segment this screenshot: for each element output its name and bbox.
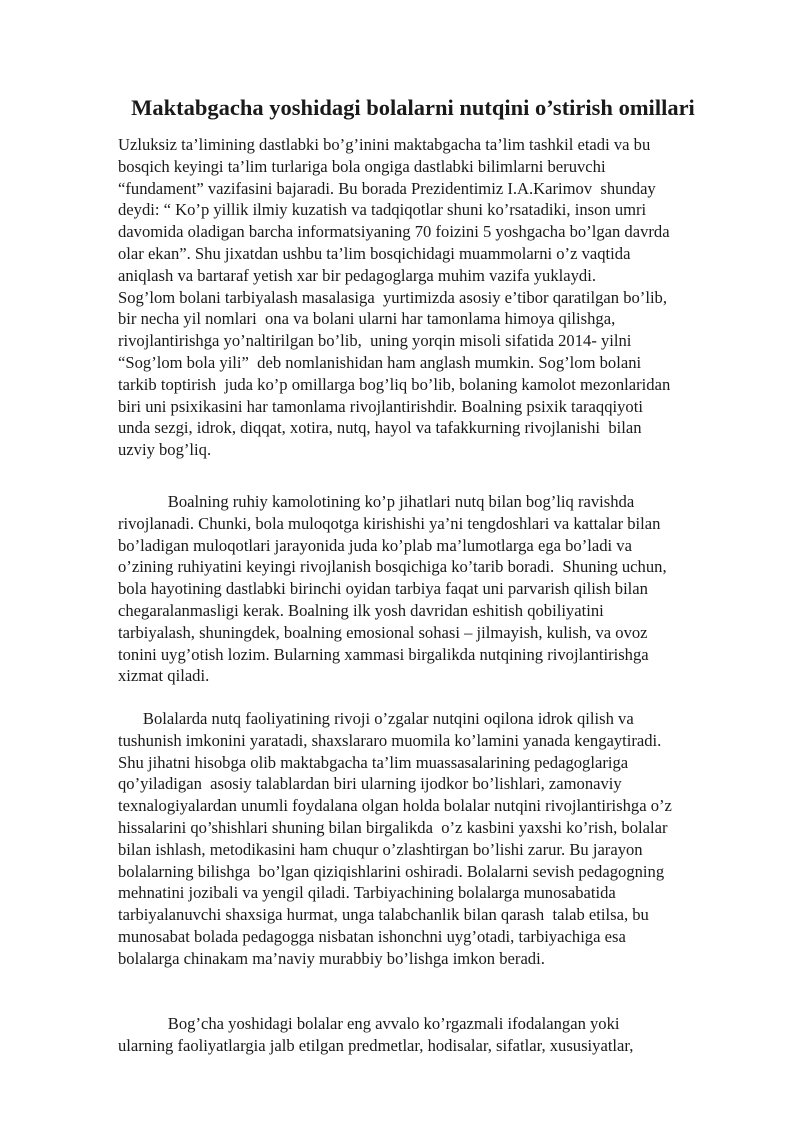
text-line: bola hayotining dastlabki birinchi oyidan tarbiya faqat uni parvarish qilish bilan bbox=[118, 579, 648, 599]
paragraph bbox=[118, 1013, 758, 1057]
text-line: bolalarning bilishga bo’lgan qiziqishlarini oshiradi. Bolalarni sevish pedagogning bbox=[118, 861, 665, 881]
text-line: xizmat qiladi. bbox=[118, 666, 210, 686]
text-line: olar ekan”. Shu jixatdan ushbu ta’lim bosqichidagi muammolarni o’z vaqtida bbox=[118, 243, 631, 263]
text-line: chegaralanmasligi kerak. Boalning ilk yosh davridan eshitish qobiliyatini bbox=[118, 600, 604, 620]
text-line: texnalogiyalardan unumli foydalana olgan holda bolalar nutqini rivojlantirishga o’z bbox=[118, 796, 672, 816]
text-line: Sog’lom bolani tarbiyalash masalasiga yurtimizda asosiy e’tibor qaratilgan bo’lib, bbox=[118, 287, 668, 307]
text-line: bir necha yil nomlari ona va bolani ularni har tamonlama himoya qilishga, bbox=[118, 309, 616, 329]
text-line: munosabat bolada pedagogga nisbatan ishonchni uyg’otadi, tarbiyachiga esa bbox=[118, 926, 626, 946]
paragraph bbox=[118, 708, 758, 970]
text-line: ularning faoliyatlargia jalb etilgan predmetlar, hodisalar, sifatlar, xususiyatlar, bbox=[118, 1035, 634, 1055]
text-line: davomida oladigan barcha informatsiyaning 70 foizini 5 yoshgacha bo’lgan davrda bbox=[118, 222, 670, 242]
text-line: Boalning ruhiy kamolotining ko’p jihatlari nutq bilan bog’liq ravishda bbox=[118, 492, 635, 511]
text-line: qo’yiladigan asosiy talablardan biri ularning ijodkor bo’lishlari, zamonaviy bbox=[118, 774, 622, 794]
text-line: “fundament” vazifasini bajaradi. Bu borada Prezidentimiz I.A.Karimov shunday bbox=[118, 178, 656, 198]
text-line: mehnatini jozibali va yengil qiladi. Tarbiyachining bolalarga munosabatida bbox=[118, 883, 616, 903]
text-line: Shu jihatni hisobga olib maktabgacha ta’lim muassasalarining pedagoglariga bbox=[118, 752, 629, 772]
text-line: bosqich keyingi ta’lim turlariga bola ongiga dastlabki bilimlarni beruvchi bbox=[118, 156, 606, 176]
text-line: bolalarga chinakam ma’naviy murabbiy bo’lishga imkon beradi. bbox=[118, 948, 545, 968]
text-line: Bog’cha yoshidagi bolalar eng avvalo ko’rgazmali ifodalangan yoki bbox=[118, 1014, 620, 1033]
text-line: tushunish imkonini yaratadi, shaxslararo muomila ko’lamini yanada kengaytiradi. bbox=[118, 730, 662, 750]
document-title: Maktabgacha yoshidagi bolalarni nutqini o’stirish omillari bbox=[131, 95, 695, 120]
paragraph bbox=[118, 134, 758, 461]
text-line: hissalarini qo’shishlari shuning bilan birgalikda o’z kasbini yaxshi ko’rish, bolalar bbox=[118, 817, 668, 837]
text-line: o’zining ruhiyatini keyingi rivojlanish bosqichiga ko’tarib boradi. Shuning uchun, bbox=[118, 557, 667, 577]
text-line: Uzluksiz ta’limining dastlabki bo’g’inini maktabgacha ta’lim tashkil etadi va bu bbox=[118, 135, 651, 154]
text-line: unda sezgi, idrok, diqqat, xotira, nutq, hayol va tafakkurning rivojlanishi bilan bbox=[118, 418, 642, 438]
text-line: biri uni psixikasini har tamonlama rivojlantirishdir. Boalning psixik taraqqiyoti bbox=[118, 396, 643, 416]
text-line: “Sog’lom bola yili” deb nomlanishidan ham anglash mumkin. Sog’lom bolani bbox=[118, 352, 642, 372]
text-line: rivojlanadi. Chunki, bola muloqotga kirishishi ya’ni tengdoshlari va kattalar bilan bbox=[118, 513, 661, 533]
text-line: bo’ladigan muloqotlari jarayonida juda ko’plab ma’lumotlarga ega bo’ladi va bbox=[118, 535, 632, 555]
text-line: rivojlantirishga yo’naltirilgan bo’lib, uning yorqin misoli sifatida 2014- yilni bbox=[118, 331, 632, 351]
text-line: bilan ishlash, metodikasini ham chuqur o’zlashtirgan bo’lishi zarur. Bu jarayon bbox=[118, 839, 643, 859]
text-line: tarkib toptirish juda ko’p omillarga bog’liq bo’lib, bolaning kamolot mezonlaridan bbox=[118, 374, 671, 394]
text-line: tarbiyalanuvchi shaxsiga hurmat, unga talabchanlik bilan qarash talab etilsa, bu bbox=[118, 905, 649, 925]
text-line: deydi: “ Ko’p yillik ilmiy kuzatish va tadqiqotlar shuni ko’rsatadiki, inson umri bbox=[118, 200, 647, 220]
text-line: tonini uyg’otish lozim. Bularning xammasi birgalikda nutqining rivojlantirishga bbox=[118, 644, 649, 664]
text-line: uzviy bog’liq. bbox=[118, 440, 212, 460]
paragraph bbox=[118, 491, 758, 687]
text-line: tarbiyalash, shuningdek, boalning emosional sohasi – jilmayish, kulish, va ovoz bbox=[118, 622, 648, 642]
text-line: Bolalarda nutq faoliyatining rivoji o’zgalar nutqini oqilona idrok qilish va bbox=[118, 709, 634, 728]
text-line: aniqlash va bartaraf yetish xar bir pedagoglarga muhim vazifa yuklaydi. bbox=[118, 265, 596, 285]
